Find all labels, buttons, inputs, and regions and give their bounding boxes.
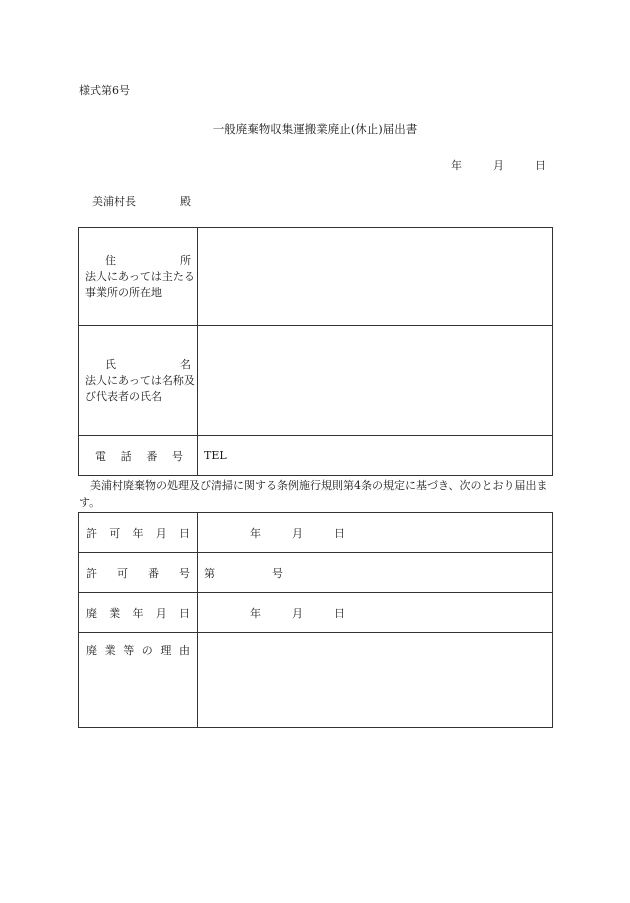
reason-label-char: 廃 (86, 644, 97, 657)
phone-label-char: 番 (146, 449, 158, 463)
addressee-name: 美浦村長 (92, 195, 136, 208)
abolish-date-label-char: 日 (179, 606, 190, 620)
reason-label (79, 633, 198, 728)
abolish-date-month: 月 (292, 606, 303, 620)
permit-date-label-char: 可 (109, 526, 121, 540)
permit-date-label-char: 許 (86, 526, 97, 540)
address-row (79, 228, 553, 326)
reason-row (79, 633, 553, 728)
abolish-date-label (79, 593, 198, 633)
abolish-date-label-char: 年 (132, 606, 144, 620)
permit-number-label-char: 号 (179, 566, 190, 580)
permit-number-label (79, 553, 198, 593)
permit-number-input[interactable] (198, 553, 553, 593)
address-input[interactable] (198, 228, 553, 326)
name-input[interactable] (198, 326, 553, 436)
abolish-date-row (79, 593, 553, 633)
addressee (92, 193, 191, 209)
permit-date-label (79, 513, 198, 553)
permit-number-prefix: 第 (204, 566, 215, 580)
permit-number-suffix: 号 (272, 566, 283, 580)
reason-label-char: 理 (160, 644, 172, 657)
date-month-label: 月 (493, 159, 504, 172)
abolish-date-input[interactable] (198, 593, 553, 633)
permit-date-label-char: 月 (155, 526, 167, 540)
permit-date-month: 月 (292, 526, 303, 540)
abolish-date-year: 年 (250, 606, 261, 620)
name-label-char: 氏 (105, 357, 116, 371)
date-year-label: 年 (451, 159, 462, 172)
reason-input[interactable] (198, 633, 553, 728)
phone-label-char: 号 (171, 449, 183, 463)
addressee-honorific: 殿 (180, 195, 191, 208)
phone-row (79, 436, 553, 476)
address-label-char: 所 (180, 253, 191, 267)
permit-number-label-char: 番 (148, 566, 159, 580)
document-title: 一般廃棄物収集運搬業廃止(休止)届出書 (212, 122, 418, 136)
address-label (79, 228, 198, 326)
applicant-table (78, 227, 553, 476)
permit-date-label-char: 年 (132, 526, 144, 540)
reason-label-char: 業 (104, 644, 116, 657)
permit-date-input[interactable] (198, 513, 553, 553)
abolish-date-label-char: 月 (155, 606, 167, 620)
abolish-date-label-char: 業 (109, 606, 121, 620)
abolish-date-day: 日 (334, 606, 345, 620)
permit-date-day: 日 (334, 526, 345, 540)
name-label-char: 名 (180, 357, 191, 371)
permit-number-label-char: 可 (117, 566, 128, 580)
submission-date (451, 157, 546, 173)
name-label-note: 法人にあっては名称及び代表者の氏名 (85, 373, 195, 403)
permit-date-label-char: 日 (179, 526, 190, 540)
date-day-label: 日 (535, 159, 546, 172)
reason-label-char: 等 (123, 644, 135, 657)
permit-date-row (79, 513, 553, 553)
permit-table (78, 512, 553, 728)
statement-text: 美浦村廃棄物の処理及び清掃に関する条例施行規則第4条の規定に基づき、次のとおり届出ます。 (79, 479, 548, 509)
phone-label (79, 436, 198, 476)
phone-label-char: 電 (95, 449, 106, 463)
permit-number-label-char: 許 (86, 566, 97, 580)
phone-label-char: 話 (120, 449, 132, 463)
permit-date-year: 年 (250, 526, 261, 540)
name-row (79, 326, 553, 436)
address-label-note: 法人にあっては主たる事業所の所在地 (85, 269, 195, 299)
abolish-date-label-char: 廃 (86, 606, 97, 620)
permit-number-row (79, 553, 553, 593)
address-label-char: 住 (105, 253, 116, 267)
form-number: 様式第6号 (79, 84, 130, 97)
reason-label-char: 由 (178, 644, 190, 657)
reason-label-char: の (141, 644, 153, 657)
phone-input[interactable]: TEL (198, 436, 553, 476)
name-label (79, 326, 198, 436)
